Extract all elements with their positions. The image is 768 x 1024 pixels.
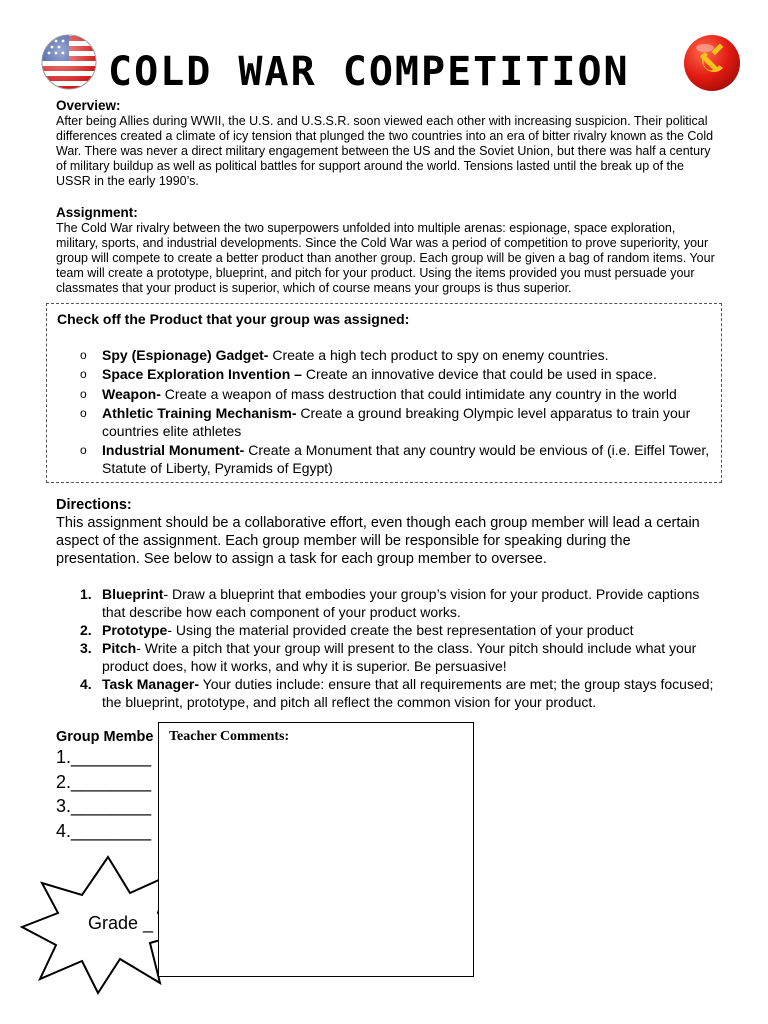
group-members-heading: Group Membe [56, 729, 154, 745]
soviet-flag-icon [683, 34, 741, 92]
product-desc: Create a high tech product to spy on enemy countries. [268, 347, 609, 363]
product-item[interactable] [80, 346, 720, 364]
task-item [80, 585, 720, 621]
product-desc: Create a weapon of mass destruction that could intimidate any country in the world [160, 386, 677, 402]
checkbox-bullet[interactable]: o [80, 367, 87, 381]
teacher-comments-label: Teacher Comments: [169, 729, 290, 744]
us-flag-icon [41, 34, 97, 90]
overview-text: After being Allies during WWII, the U.S. and U.S.S.R. soon viewed each other with increasing suspicion. Their political differences created a climate of icy tension that plunged the two countries into an era of bitter rivalry known as the Cold War. There was never a direct military engagement between the US and the Soviet Union, but there was half a century of military buildup as well as political battles for support around the world. Tensions lasted until the break up of the USSR in the early 1990’s. [56, 114, 714, 188]
product-name: Athletic Training Mechanism- [102, 405, 297, 421]
checkbox-bullet[interactable]: o [80, 348, 87, 362]
product-heading: Check off the Product that your group was assigned: [57, 311, 410, 327]
task-name: Task Manager- [102, 676, 199, 692]
checkbox-bullet[interactable]: o [80, 406, 87, 420]
product-item[interactable] [80, 365, 720, 383]
task-number: 3. [80, 640, 92, 656]
task-desc: - Using the material provided create the best representation of your product [167, 622, 634, 638]
task-number: 2. [80, 622, 92, 638]
task-number: 4. [80, 676, 92, 692]
checkbox-bullet[interactable]: o [80, 387, 87, 401]
product-item[interactable] [80, 441, 720, 477]
member-line-1[interactable]: 1.________ [56, 747, 152, 767]
directions-heading: Directions: [56, 497, 132, 513]
task-desc: - Draw a blueprint that embodies your group’s vision for your product. Provide captions that describe how each component of your product works. [102, 586, 700, 620]
checkbox-bullet[interactable]: o [80, 443, 87, 457]
product-desc: Create an innovative device that could be used in space. [301, 366, 657, 382]
product-name: Space Exploration Invention – [102, 366, 302, 382]
product-name: Weapon- [102, 386, 161, 402]
task-name: Pitch [102, 640, 137, 656]
assignment-text: The Cold War rivalry between the two superpowers unfolded into multiple arenas: espionage, space exploration, military, sports, and industrial developments. Since the Cold War was a period of competition to prove superiority, your group will compete to create a better product than another group. Each group will be given a bag of random items. Your team will create a prototype, blueprint, and pitch for your product. Using the items provided you must persuade your classmates that your product is superior, which of course means your groups is thus superior. [56, 221, 715, 295]
task-item [80, 621, 720, 639]
overview-heading: Overview: [56, 98, 121, 113]
page-title: COLD WAR COMPETITION [108, 49, 630, 95]
directions-text: This assignment should be a collaborative effort, even though each group member will lead a certain aspect of the assignment. Each group member will be responsible for speaking during the presentation. See below to assign a task for each group member to oversee. [56, 515, 700, 567]
directions-section [56, 496, 716, 568]
teacher-comments-box[interactable] [158, 722, 474, 977]
task-name: Blueprint [102, 586, 164, 602]
task-number: 1. [80, 586, 92, 602]
task-desc: - Write a pitch that your group will present to the class. Your pitch should include what your product does, how it works, and why it is superior. Be persuasive! [102, 640, 697, 674]
product-name: Industrial Monument- [102, 442, 245, 458]
product-name: Spy (Espionage) Gadget- [102, 347, 269, 363]
product-item[interactable] [80, 404, 720, 440]
task-name: Prototype [102, 622, 168, 638]
product-item[interactable] [80, 385, 730, 403]
task-desc: Your duties include: ensure that all requirements are met; the group stays focused; the blueprint, prototype, and pitch all reflect the common vision for your product. [102, 676, 714, 710]
member-line-4[interactable]: 4.________ [56, 821, 152, 841]
grade-label[interactable]: Grade _ [88, 913, 154, 933]
member-line-3[interactable]: 3.________ [56, 796, 152, 816]
task-item [80, 675, 720, 711]
assignment-heading: Assignment: [56, 205, 138, 220]
product-desc: Create a ground breaking Olympic level apparatus to train your countries elite athletes [102, 405, 691, 439]
product-desc: Create a Monument that any country would be envious of (i.e. Eiffel Tower, Statute of Liberty, Pyramids of Egypt) [102, 442, 710, 476]
task-item [80, 639, 720, 675]
overview-section [56, 98, 720, 189]
assignment-section [56, 205, 720, 296]
member-line-2[interactable]: 2.________ [56, 772, 152, 792]
